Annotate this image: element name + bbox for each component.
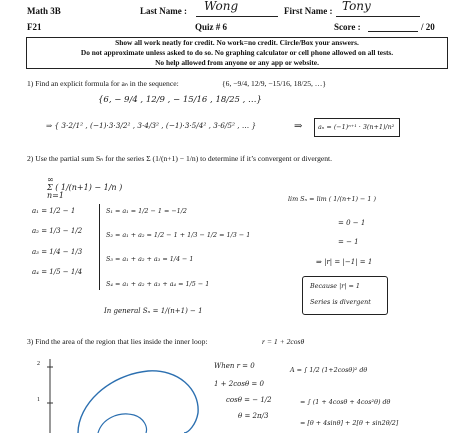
last-name-label: Last Name :	[140, 6, 187, 16]
instructions-box	[26, 37, 448, 69]
q2-general-term: In general Sₙ = 1/(n+1) − 1	[104, 307, 203, 315]
q3-polar-graph	[38, 353, 198, 433]
q2-partial-sum: S₄ = a₁ + a₂ + a₃ + a₄ = 1/5 − 1	[106, 280, 210, 288]
q2-limit-line: = 0 − 1	[338, 219, 366, 227]
q2-limit-line: lim Sₙ = lim ( 1/(n+1) − 1 )	[288, 195, 377, 203]
q2-partial-sum: S₂ = a₁ + a₂ = 1/2 − 1 + 1/3 − 1/2 = 1/3 − 1	[106, 231, 251, 239]
term-label: F21	[27, 22, 42, 32]
q1-work-line-1: {6, − 9/4 , 12/9 , − 15/16 , 18/25 , …}	[98, 95, 262, 105]
q2-partial-sum: S₃ = a₁ + a₂ + a₃ = 1/4 − 1	[106, 255, 194, 263]
q3-work-right: A = ∫ 1/2 (1+2cosθ)² dθ	[290, 366, 368, 374]
q2-limit-line: ⇒ |r| = |−1| = 1	[316, 258, 373, 266]
q3-work-right: = ∫ (1 + 4cosθ + 4cos²θ) dθ	[300, 398, 391, 406]
q3-equation: r = 1 + 2cosθ	[262, 337, 305, 346]
instruction-line: No help allowed from anyone or any app or website.	[155, 58, 319, 67]
q3-work-left: θ = 2π/3	[238, 412, 269, 420]
q2-series: ∞ Σ ( 1/(n+1) − 1/n ) n=1	[47, 175, 123, 200]
q3-work-left: 1 + 2cosθ = 0	[214, 380, 264, 388]
q3-work-left: cosθ = − 1/2	[226, 396, 272, 404]
graph-outer-loop	[78, 371, 198, 433]
score-label: Score :	[334, 22, 361, 32]
q2-conclusion-line-2: Series is divergent	[310, 298, 371, 306]
last-name-underline	[196, 16, 278, 17]
q2-term: a₄ = 1/5 − 1/4	[32, 268, 83, 276]
q3-prompt: 3) Find the area of the region that lies inside the inner loop:	[27, 337, 208, 346]
q3-work-right: = [θ + 4sinθ] + 2[θ + sin2θ/2]	[300, 419, 399, 427]
q2-partial-sum: S₁ = a₁ = 1/2 − 1 = −1/2	[106, 207, 187, 215]
instruction-line: Show all work neatly for credit. No work=no credit. Circle/Box your answers.	[115, 38, 359, 47]
q3-work-left: When r = 0	[214, 362, 255, 370]
first-name-label: First Name :	[284, 6, 333, 16]
q2-term: a₁ = 1/2 − 1	[32, 207, 76, 215]
q1-work-line-2: ⇒ { 3·2/1² , (−1)·3·3/2² , 3·4/3² , (−1)·3·5/4² , 3·6/5² , … }	[46, 121, 257, 130]
last-name-value[interactable]: Wong	[204, 0, 239, 13]
instruction-line: Do not approximate unless asked to do so. No graphing calculator or cell phone allowed on all tests.	[80, 48, 394, 57]
first-name-value[interactable]: Tony	[342, 0, 371, 13]
graph-tick-label: 1	[37, 397, 40, 403]
q2-term: a₃ = 1/4 − 1/3	[32, 248, 83, 256]
graph-inner-loop	[98, 414, 147, 433]
score-total: / 20	[421, 22, 435, 32]
quiz-number: Quiz # 6	[195, 22, 228, 32]
q2-conclusion-line-1: Because |r| = 1	[310, 282, 360, 290]
graph-tick-label: 2	[37, 361, 40, 367]
q2-prompt: 2) Use the partial sum Sₙ for the series Σ (1/(n+1) − 1/n) to determine if it’s convergent or divergent.	[27, 154, 333, 163]
q1-prompt: 1) Find an explicit formula for aₙ in the sequence:	[27, 79, 179, 88]
first-name-underline	[336, 16, 420, 17]
course-label: Math 3B	[27, 6, 61, 16]
q1-sequence: {6, −9/4, 12/9, −15/16, 18/25, …}	[222, 79, 327, 88]
q2-term: a₂ = 1/3 − 1/2	[32, 227, 83, 235]
q2-limit-line: = − 1	[338, 238, 359, 246]
q2-divider	[99, 204, 100, 290]
score-underline	[368, 31, 418, 32]
q1-implies-arrow: ⇒	[294, 121, 303, 132]
q1-answer: aₙ = (−1)ⁿ⁺¹ · 3(n+1)/n²	[318, 123, 395, 131]
